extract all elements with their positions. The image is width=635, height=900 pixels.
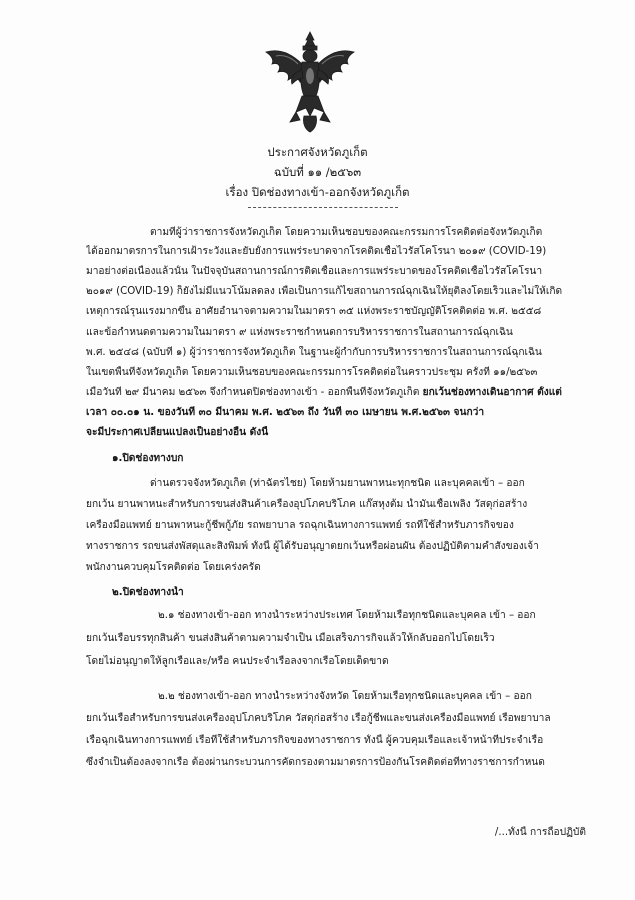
header-divider [248, 207, 398, 208]
section-2-2-line: เรือฉุกเฉินทางการแพทย์ เรือที่ใช้สำหรับภารกิจของทางราชการ ทั้งนี้ ผู้ควบคุมเรือและเจ้าหน้าที่ประจำเรือ [86, 735, 544, 746]
section-1-line: ด่านตรวจจังหวัดภูเก็ต (ท่าฉัตรไชย) โดยห้ามยานพาหนะทุกชนิด และบุคคลเข้า – ออก [150, 478, 525, 489]
paragraph-line: ๒๐๑๙ (COVID-19) ก็ยังไม่มีแนวโน้มลดลง เพื่อเป็นการแก้ไขสถานการณ์ฉุกเฉินให้ยุติลงโดยเร็วและไม่ให้เกิด [86, 286, 563, 297]
section-2-2-line: ยกเว้นเรือสำหรับการขนส่งเครื่องอุปโภคบริโภค วัสดุก่อสร้าง เรือกู้ชีพและขนส่งเครื่องมือแพทย์ เรือพยาบาล [86, 713, 551, 724]
section-2-2-line: ๒.๒ ช่องทางเข้า-ออก ทางน้ำระหว่างจังหวัด โดยห้ามเรือทุกชนิดและบุคคล เข้า – ออก [158, 691, 532, 702]
section-2-2-line: ซึ่งจำเป็นต้องลงจากเรือ ต้องผ่านกระบวนการคัดกรองตามมาตรการป้องกันโรคติดต่อที่ทางราชการกำหนด [86, 757, 545, 768]
section-1-line: เครื่องมือแพทย์ ยานพาหนะกู้ชีพกู้ภัย รถพยาบาล รถฉุกเฉินทางการแพทย์ รถที่ใช้สำหรับภารกิจของ [86, 520, 514, 531]
section-1-title: ๑.ปิดช่องทางบก [112, 453, 184, 464]
paragraph-bold-line: จะมีประกาศเปลี่ยนแปลงเป็นอย่างอื่น ดังนี้ [86, 427, 269, 438]
paragraph-line: เหตุการณ์รุนแรงมากขึ้น อาศัยอำนาจตามความในมาตรา ๓๕ แห่งพระราชบัญญัติโรคติดต่อ พ.ศ. ๒๕๕๘ [86, 306, 542, 317]
paragraph-line: และข้อกำหนดตามความในมาตรา ๙ แห่งพระราชกำหนดการบริหารราชการในสถานการณ์ฉุกเฉิน [86, 327, 513, 338]
section-2-1-line: ๒.๑ ช่องทางเข้า-ออก ทางน้ำระหว่างประเทศ โดยห้ามเรือทุกชนิดและบุคคล เข้า – ออก [158, 610, 536, 621]
paragraph-bold-line: เวลา ๐๐.๐๑ น. ของวันที่ ๓๐ มีนาคม พ.ศ. ๒๕๖๓ ถึง วันที่ ๓๐ เมษายน พ.ศ.๒๕๖๓ จนกว่า [86, 407, 485, 418]
section-2-title: ๒.ปิดช่องทางน้ำ [112, 587, 184, 598]
garuda-emblem [262, 30, 358, 134]
section-2-1-line: โดยไม่อนุญาตให้ลูกเรือและ/หรือ คนประจำเรือลงจากเรือโดยเด็ดขาด [86, 656, 389, 667]
paragraph-line: ในเขตพื้นที่จังหวัดภูเก็ต โดยความเห็นชอบของคณะกรรมการโรคติดต่อในคราวประชุม ครั้งที่ ๑๑/๒๕๖๓ [86, 367, 538, 378]
section-2-1-line: ยกเว้นเรือบรรทุกสินค้า ขนส่งสินค้าตามความจำเป็น เมื่อเสร็จภารกิจแล้วให้กลับออกไปโดยเร็ว [86, 633, 495, 644]
paragraph-text: เมื่อวันที่ ๒๙ มีนาคม ๒๕๖๓ จึงกำหนดปิดช่องทางเข้า - ออกพื้นที่จังหวัดภูเก็ต [86, 387, 423, 398]
announcement-number: ฉบับที่ ๑๑ /๒๕๖๓ [273, 165, 362, 179]
paragraph-line: ตามที่ผู้ว่าราชการจังหวัดภูเก็ต โดยความเห็นชอบของคณะกรรมการโรคติดต่อจังหวัดภูเก็ต [150, 227, 543, 238]
section-1-line: ทางราชการ รถขนส่งพัสดุและสิ่งพิมพ์ ทั้งนี้ ผู้ได้รับอนุญาตยกเว้นหรือผ่อนผัน ต้องปฏิบัติตามคำสั่งของเจ้า [86, 541, 539, 552]
paragraph-bold-text: ยกเว้นช่องทางเดินอากาศ ตั้งแต่ [422, 387, 562, 398]
paragraph-line: มาอย่างต่อเนื่องแล้วนั้น ในปัจจุบันสถานการณ์การติดเชื้อและการแพร่ระบาดของโรคติดเชื้อไวรัสโคโรนา [86, 266, 543, 277]
paragraph-line [86, 386, 586, 399]
continuation-note: /...ทั้งนี้ การถือปฏิบัติ [494, 827, 586, 838]
paragraph-line: พ.ศ. ๒๕๔๘ (ฉบับที่ ๑) ผู้ว่าราชการจังหวัดภูเก็ต ในฐานะผู้กำกับการบริหารราชการในสถานการณ์ฉุกเฉิน [86, 347, 542, 358]
paragraph-line: ได้ออกมาตรการในการเฝ้าระวังและยับยั้งการแพร่ระบาดจากโรคติดเชื้อไวรัสโคโรนา ๒๐๑๙ (COVID-19) [86, 246, 547, 257]
section-1-line: พนักงานควบคุมโรคติดต่อ โดยเคร่งครัด [86, 562, 261, 573]
section-1-line: ยกเว้น ยานพาหนะสำหรับการขนส่งสินค้าเครื่องอุปโภคบริโภค แก๊สหุงต้ม น้ำมันเชื้อเพลิง วัสดุก่อสร้าง [86, 499, 528, 510]
announcement-title: ประกาศจังหวัดภูเก็ต [267, 145, 368, 159]
announcement-subject: เรื่อง ปิดช่องทางเข้า-ออกจังหวัดภูเก็ต [225, 185, 410, 199]
